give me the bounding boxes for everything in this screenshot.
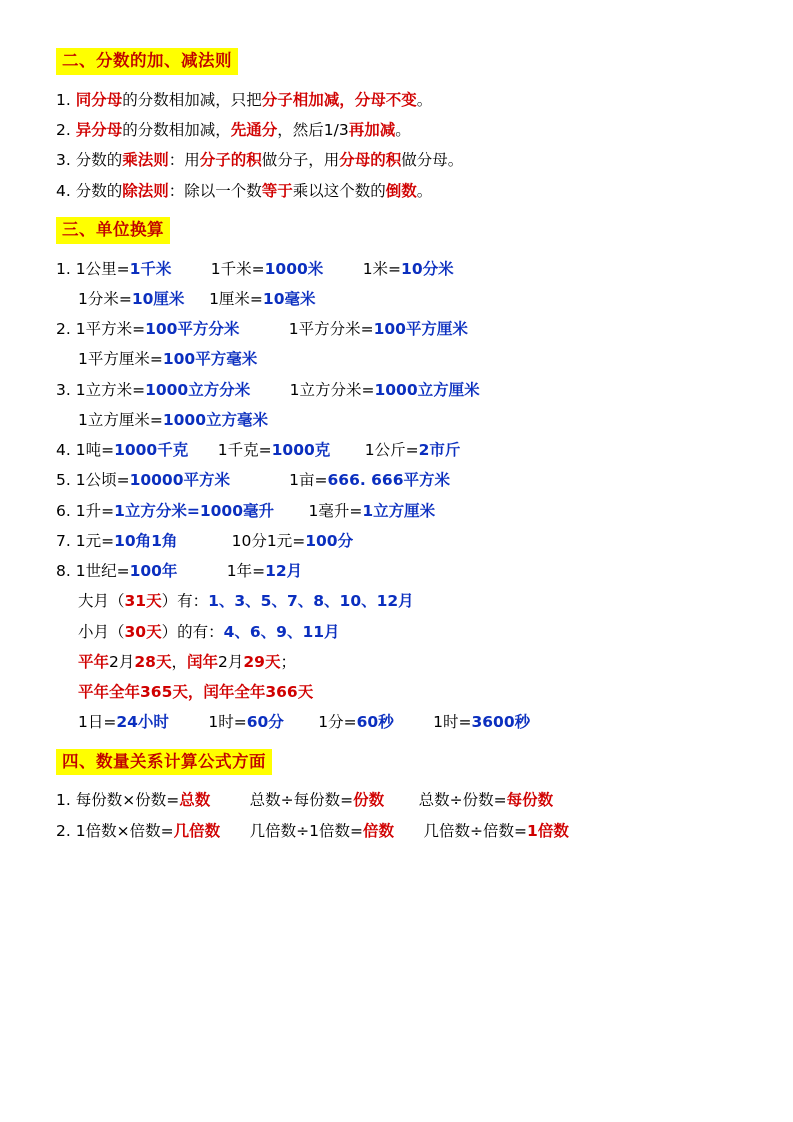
text-run: 平年 — [78, 652, 110, 671]
text-run: ：用 — [168, 151, 200, 170]
text-run: ，然后1/3 — [277, 121, 349, 140]
text-run: 6. 1升= — [56, 501, 115, 520]
content-line — [56, 711, 737, 734]
text-run: 1立方厘米 — [362, 501, 436, 520]
text-run: 乘以这个数的 — [292, 181, 386, 200]
text-run: 1000千克 — [114, 441, 189, 460]
text-run: 分母的积 — [339, 151, 402, 170]
text-run: 100平方分米 — [145, 320, 240, 339]
text-run: 1厘米= — [184, 289, 263, 308]
content-line — [56, 318, 737, 341]
text-run: 1000立方厘米 — [374, 380, 480, 399]
text-run: 30天 — [124, 622, 162, 641]
text-run: 分子的积 — [199, 151, 262, 170]
text-run: 10000平方米 — [129, 471, 231, 490]
text-run: 1000克 — [271, 441, 331, 460]
text-run: 1立方分米= — [250, 380, 375, 399]
text-run: 1. 每份数×份数= — [56, 791, 180, 810]
section-body — [56, 789, 737, 843]
text-run: 2. — [56, 121, 76, 140]
content-line — [56, 89, 737, 112]
text-run: 平年全年365天，闰年全年366天 — [78, 683, 314, 702]
text-run: 1. 1公里= — [56, 259, 130, 278]
text-run: 1时= — [393, 713, 472, 732]
sections-container — [56, 48, 737, 843]
text-run: 1毫升= — [274, 501, 363, 520]
text-run: 1千克= — [188, 441, 272, 460]
text-run: 1年= — [177, 562, 266, 581]
content-line — [56, 258, 737, 281]
text-run: ）的有： — [161, 622, 224, 641]
text-run: 1立方厘米= — [78, 410, 163, 429]
text-run: 10分1元= — [177, 531, 306, 550]
text-run: 1000米 — [264, 259, 324, 278]
text-run: 再加减 — [348, 121, 396, 140]
section-heading-wrap — [56, 749, 737, 784]
text-run: 的分数相加减，只把 — [122, 90, 262, 109]
text-run: 闰年 — [186, 652, 218, 671]
content-line — [56, 409, 737, 432]
section-body — [56, 258, 737, 735]
text-run: 4. 分数的 — [56, 181, 123, 200]
text-run: 2. 1倍数×倍数= — [56, 821, 174, 840]
section-heading-wrap — [56, 48, 737, 83]
text-run: 做分子，用 — [261, 151, 340, 170]
text-run: ； — [280, 652, 296, 671]
text-run: 1000立方毫米 — [162, 410, 268, 429]
content-line — [56, 681, 737, 704]
text-run: 除法则 — [122, 181, 169, 200]
text-run: 5. 1公顷= — [56, 471, 130, 490]
text-run: ）有： — [161, 592, 209, 611]
content-line — [56, 651, 737, 674]
text-run: 总数÷每份数= — [210, 791, 354, 810]
text-run: 做分母。 — [401, 151, 464, 170]
text-run: 倍数 — [362, 821, 394, 840]
content-line — [56, 560, 737, 583]
text-run: 1千米 — [129, 259, 172, 278]
text-run: 1米= — [323, 259, 402, 278]
text-run: 。 — [416, 181, 433, 200]
text-run: 。 — [395, 121, 411, 140]
content-line — [56, 149, 737, 172]
text-run: 8. 1世纪= — [56, 562, 130, 581]
text-run: 几倍数÷1倍数= — [220, 821, 363, 840]
content-line — [56, 379, 737, 402]
text-run: 31天 — [124, 592, 162, 611]
text-run: 的分数相加减， — [122, 121, 231, 140]
text-run: ：除以一个数 — [168, 181, 262, 200]
text-run: 乘法则 — [122, 151, 169, 170]
text-run: 100年 — [129, 562, 178, 581]
text-run: 倒数 — [385, 181, 417, 200]
text-run: 1分米= — [78, 289, 132, 308]
section-heading-wrap — [56, 217, 737, 252]
text-run: 1、3、5、7、8、10、12月 — [208, 592, 414, 611]
text-run: 每份数 — [506, 791, 554, 810]
text-run: 2. 1平方米= — [56, 320, 146, 339]
text-run: 先通分 — [230, 121, 278, 140]
content-line — [56, 469, 737, 492]
content-line — [56, 119, 737, 142]
text-run: 12月 — [265, 562, 303, 581]
text-run: 3600秒 — [471, 713, 531, 732]
content-line — [56, 180, 737, 203]
text-run: 等于 — [261, 181, 293, 200]
text-run: 666. 666平方米 — [327, 471, 450, 490]
text-run: 10分米 — [401, 259, 454, 278]
content-line — [56, 500, 737, 523]
text-run: 总数 — [179, 791, 211, 810]
text-run: 总数÷份数= — [384, 791, 507, 810]
content-line — [56, 348, 737, 371]
content-line — [56, 288, 737, 311]
text-run: 29天 — [243, 652, 281, 671]
section-body — [56, 89, 737, 203]
content-line — [56, 590, 737, 613]
text-run: 同分母 — [75, 90, 123, 109]
content-line — [56, 439, 737, 462]
text-run: 100分 — [305, 531, 354, 550]
text-run: 1平方厘米= — [78, 350, 163, 369]
text-run: 10毫米 — [262, 289, 316, 308]
text-run: ， — [171, 652, 187, 671]
text-run: 1. — [56, 90, 76, 109]
text-run: 2月 — [109, 652, 135, 671]
text-run: 4. 1吨= — [56, 441, 115, 460]
text-run: 4、6、9、11月 — [223, 622, 340, 641]
text-run: 异分母 — [75, 121, 123, 140]
text-run: 1平方分米= — [239, 320, 374, 339]
text-run: 几倍数 — [173, 821, 221, 840]
text-run: 1亩= — [230, 471, 328, 490]
text-run: 大月（ — [78, 592, 125, 611]
text-run: 。 — [416, 90, 433, 109]
text-run: 分子相加减，分母不变 — [261, 90, 417, 109]
text-run: 3. 1立方米= — [56, 380, 146, 399]
text-run: 3. 分数的 — [56, 151, 123, 170]
text-run: 1倍数 — [527, 821, 569, 840]
text-run: 10厘米 — [131, 289, 185, 308]
content-line — [56, 530, 737, 553]
text-run: 1时= — [168, 713, 247, 732]
text-run: 60分 — [246, 713, 284, 732]
text-run: 10角1角 — [114, 531, 178, 550]
section-heading: 二、分数的加、减法则 — [56, 48, 238, 75]
text-run: 几倍数÷倍数= — [394, 821, 528, 840]
text-run: 100平方毫米 — [162, 350, 258, 369]
text-run: 100平方厘米 — [373, 320, 468, 339]
text-run: 7. 1元= — [56, 531, 115, 550]
content-line — [56, 820, 737, 843]
text-run: 28天 — [134, 652, 172, 671]
text-run: 1日= — [78, 713, 117, 732]
content-line — [56, 789, 737, 812]
section-heading: 三、单位换算 — [56, 217, 170, 244]
section-heading: 四、数量关系计算公式方面 — [56, 749, 272, 776]
text-run: 1分= — [283, 713, 357, 732]
text-run: 1千米= — [171, 259, 265, 278]
content-line — [56, 621, 737, 644]
text-run: 1000立方分米 — [145, 380, 251, 399]
text-run: 1立方分米=1000毫升 — [114, 501, 274, 520]
text-run: 份数 — [353, 791, 385, 810]
text-run: 2市斤 — [418, 441, 461, 460]
text-run: 2月 — [218, 652, 244, 671]
text-run: 24小时 — [116, 713, 169, 732]
text-run: 小月（ — [78, 622, 125, 641]
text-run: 1公斤= — [330, 441, 419, 460]
text-run: 60秒 — [356, 713, 394, 732]
